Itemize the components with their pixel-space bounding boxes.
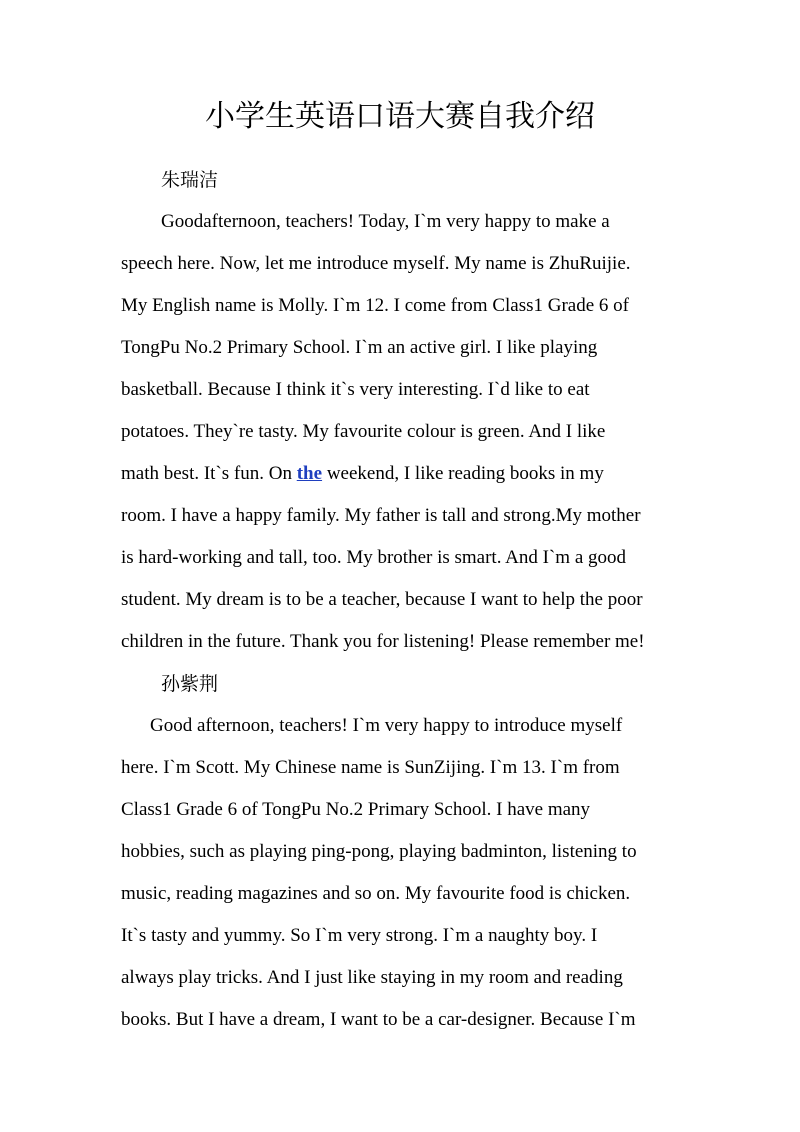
text-line: is hard-working and tall, too. My brother is smart. And I`m a good bbox=[121, 547, 627, 568]
text-fragment: weekend, I like reading books in my bbox=[322, 463, 604, 484]
speaker-name: 朱瑞洁 bbox=[161, 169, 219, 191]
speech-paragraph bbox=[121, 201, 681, 663]
page-title: 小学生英语口语大赛自我介绍 bbox=[205, 99, 595, 134]
text-line: basketball. Because I think it`s very interesting. I`d like to eat bbox=[121, 379, 590, 400]
text-line: Goodafternoon, teachers! Today, I`m very happy to make a bbox=[161, 211, 610, 232]
text-line bbox=[121, 453, 681, 495]
text-line: potatoes. They`re tasty. My favourite colour is green. And I like bbox=[121, 421, 606, 442]
text-line: always play tricks. And I just like staying in my room and reading bbox=[121, 967, 623, 988]
text-line: Class1 Grade 6 of TongPu No.2 Primary School. I have many bbox=[121, 799, 591, 820]
text-fragment: math best. It`s fun. On bbox=[121, 463, 297, 484]
text-line: music, reading magazines and so on. My favourite food is chicken. bbox=[121, 883, 631, 904]
text-line: books. But I have a dream, I want to be a car-designer. Because I`m bbox=[121, 1009, 636, 1030]
text-line: children in the future. Thank you for listening! Please remember me! bbox=[121, 631, 645, 652]
text-line: room. I have a happy family. My father is tall and strong.My mother bbox=[121, 505, 641, 526]
text-line: TongPu No.2 Primary School. I`m an active girl. I like playing bbox=[121, 337, 598, 358]
text-line: hobbies, such as playing ping-pong, playing badminton, listening to bbox=[121, 841, 637, 862]
text-line: here. I`m Scott. My Chinese name is SunZijing. I`m 13. I`m from bbox=[121, 757, 620, 778]
speaker-name: 孙紫荆 bbox=[161, 673, 219, 695]
text-line: speech here. Now, let me introduce myself. My name is ZhuRuijie. bbox=[121, 253, 631, 274]
the-link[interactable]: the bbox=[296, 463, 323, 484]
text-line: Good afternoon, teachers! I`m very happy to introduce myself bbox=[150, 715, 623, 736]
document-body bbox=[121, 159, 681, 1041]
speech-paragraph bbox=[121, 705, 681, 1041]
text-line: It`s tasty and yummy. So I`m very strong. I`m a naughty boy. I bbox=[121, 925, 598, 946]
text-line: student. My dream is to be a teacher, because I want to help the poor bbox=[121, 589, 643, 610]
text-line: My English name is Molly. I`m 12. I come from Class1 Grade 6 of bbox=[121, 295, 629, 316]
